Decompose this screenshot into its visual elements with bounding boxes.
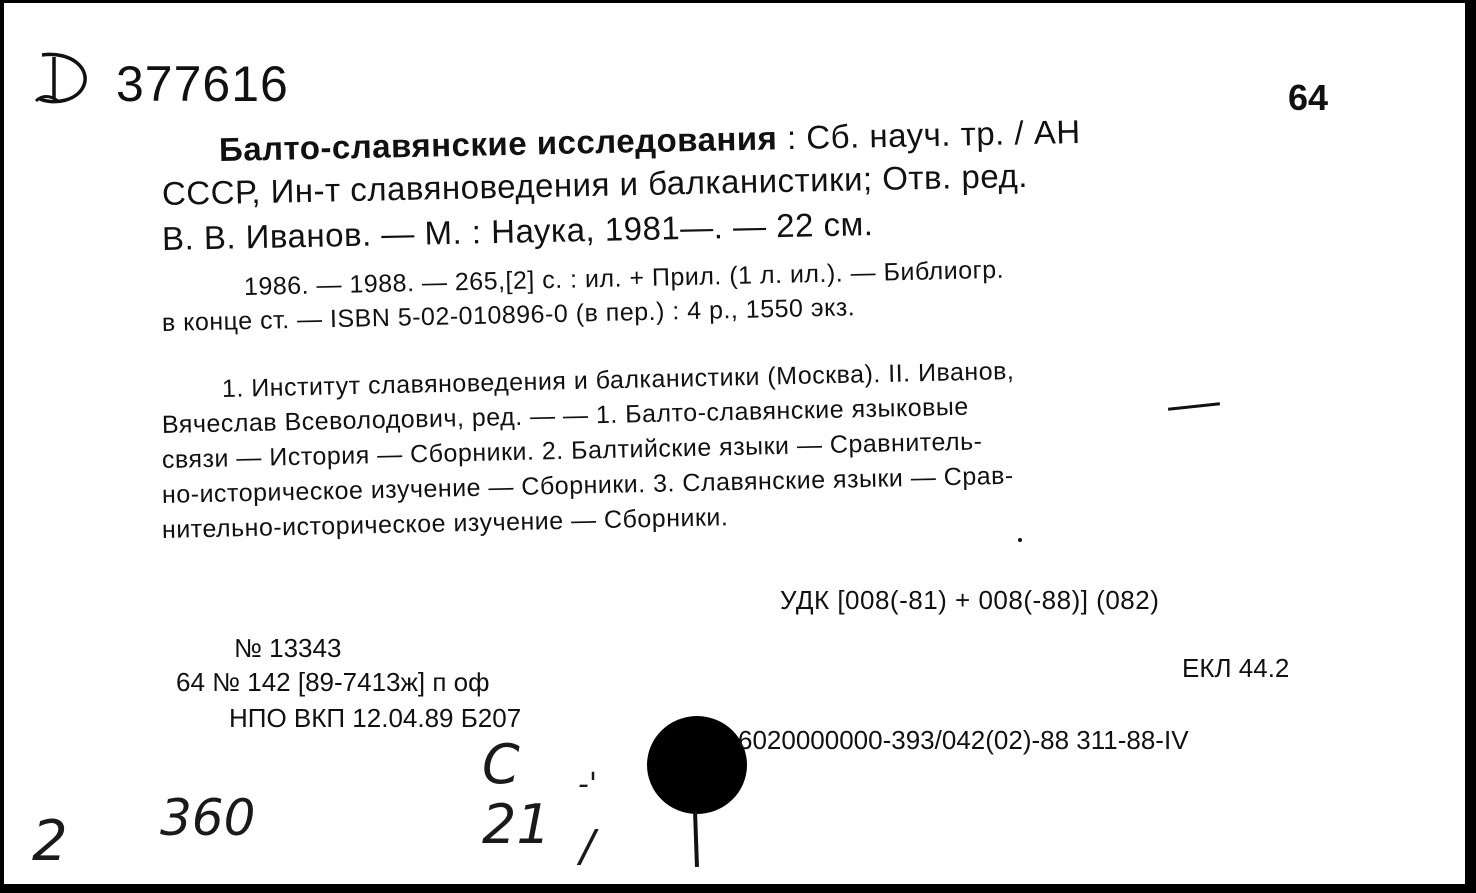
handwritten-c: C bbox=[482, 733, 520, 796]
tracing-line-1: 1. Институт славяноведения и балканистики (Москва). II. Иванов, bbox=[221, 357, 1015, 403]
volume-line-2: в конце ст. — ISBN 5-02-010896-0 (в пер.) : 4 р., 1550 экз. bbox=[161, 293, 856, 337]
shelfmark-number: 377616 bbox=[116, 56, 289, 112]
catalog-card bbox=[4, 3, 1465, 884]
underline-mark bbox=[1168, 402, 1220, 410]
handwritten-tick: -' bbox=[578, 767, 598, 802]
handwritten-slash: / bbox=[580, 821, 595, 872]
registration-line-1: № 13343 bbox=[234, 633, 342, 663]
udk-classification: УДК [008(-81) + 008(-88)] (082) bbox=[780, 585, 1160, 615]
catalog-code: 6020000000-393/042(02)-88 311-88-IV bbox=[738, 725, 1189, 755]
title-line-2: СССР, Ин-т славяноведения и балканистики; Отв. ред. bbox=[161, 156, 1029, 212]
title-line-3: В. В. Иванов. — М. : Наука, 1981—. — 22 см. bbox=[161, 205, 874, 257]
volume-line-1: 1986. — 1988. — 265,[2] с. : ил. + Прил. (1 л. ил.). — Библиогр. bbox=[243, 255, 1005, 301]
handwritten-2: 2 bbox=[32, 809, 68, 874]
handwritten-360: 360 bbox=[160, 789, 256, 847]
title-bold: Балто-славянские исследования bbox=[218, 119, 778, 168]
tracing-line-3: связи — История — Сборники. 2. Балтийские языки — Сравнитель- bbox=[161, 427, 983, 474]
ink-blot bbox=[647, 716, 747, 814]
handwritten-21: 21 bbox=[482, 793, 551, 856]
registration-line-2: 64 № 142 [89-7413ж] п оф bbox=[176, 667, 490, 697]
registration-line-3: НПО ВКП 12.04.89 Б207 bbox=[229, 703, 522, 733]
tracing-line-4: но-историческое изучение — Сборники. 3. Славянские языки — Срав- bbox=[161, 461, 1014, 509]
shelf-letter-d bbox=[32, 49, 94, 109]
vertical-pen-stroke bbox=[693, 811, 699, 867]
tracing-line-2: Вячеслав Всеволодович, ред. — — 1. Балто-славянские языковые bbox=[161, 392, 970, 439]
stray-dot bbox=[1018, 538, 1022, 542]
tracing-line-5: нительно-историческое изучение — Сборники. bbox=[161, 503, 729, 544]
ekl-classification: ЕКЛ 44.2 bbox=[1182, 653, 1290, 683]
top-right-number: 64 bbox=[1288, 77, 1329, 118]
title-rest: : Сб. науч. тр. / АН bbox=[776, 112, 1081, 157]
